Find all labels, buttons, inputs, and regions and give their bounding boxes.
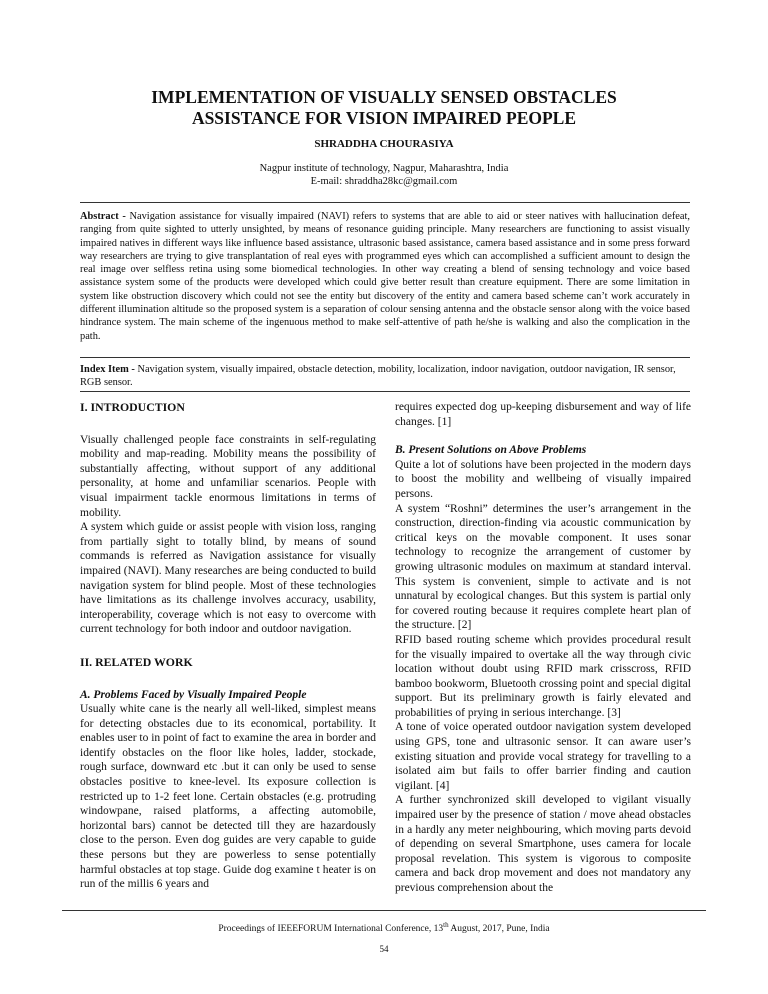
page-number: 54 [379,944,389,954]
abstract-text: Navigation assistance for visually impaired (NAVI) refers to systems that are able to aid or steer natives with hallucination defeat, ranging from quite sighted to utterly unsighted, by means of resonance guiding principle. Many researchers are functioning to assist visually impaired natives in different ways like influence based assistance, ultrasonic based assistance, camera based assistance and in some press forward way researchers are trying to give transplantation of real eyes with programmed eyes which can accomplished a sufficient amount to design the real image over selfless retina using some biomedical technologies. In other way creating a blend of sensing technology and voice based assistance system some of the products were developed which could give better result than creature equipment. There are some limitation in system like obstruction discovery which could not see the entity but discovery of the entity and camera based scheme can’t work accurately in different illumination altitude so the proposed system is a separation of colour sensing antenna and the obstacle sensor along with the voice based hindrance system. The main scheme of the ingenuous method to make self-attentive of path he/she is walking and also the complication in the path. [80,211,691,342]
paragraph-solutions-3: RFID based routing scheme which provides procedural result for the visually impaired to overtake all the way through civic location without doubt using RFID mark crisscross, RFID bamboo bookworm, Bluetooth crossing point and special digital support. But its preliminary growth is fairly elevated and probabilities of prying in serious interchange. [3] [395,633,691,719]
abstract-bottom-rule [80,357,690,358]
section-heading-introduction: I. INTRODUCTION [80,400,185,414]
paragraph-solutions-5: A further synchronized skill developed to vigilant visually impaired user by the presence of station / move ahead obstacles in a hardly any meter neighbouring, which moving parts devoid of depending on several Smartphone, uses camera for locale proposal revelation. This system is vigorous to composite camera and back drop movement and does not mandatory any previous comprehension about the [395,794,691,894]
left-column [80,400,376,892]
subsection-heading-problems: A. Problems Faced by Visually Impaired People [80,688,307,701]
index-bottom-rule [80,391,690,392]
affiliation-block [0,162,768,188]
title-line-1: IMPLEMENTATION OF VISUALLY SENSED OBSTACLES [151,87,617,107]
paragraph-solutions-1: Quite a lot of solutions have been projected in the modern days to boost the mobility and wellbeing of visually impaired persons. [395,458,691,500]
index-label: Index Item - [80,364,138,375]
footer-rule [62,910,706,911]
footer-proceedings [0,921,768,934]
paragraph-intro-1: Visually challenged people face constraints in self-regulating mobility and map-reading. Mobility means the possibility of substantially affecting, without support of any additional personality, at home and unfamiliar scenarios. People with visual impairment tackle enormous limitations in terms of mobility. [80,433,376,519]
affiliation: Nagpur institute of technology, Nagpur, Maharashtra, India [259,163,509,174]
index-terms [80,363,690,389]
subsection-heading-solutions: B. Present Solutions on Above Problems [395,444,587,457]
abstract [80,210,690,343]
footer-text-post: August, 2017, Pune, India [448,924,550,935]
paragraph-continued: requires expected dog up-keeping disbursement and way of life changes. [1] [395,401,691,428]
paragraph-solutions-4: A tone of voice operated outdoor navigation system developed using GPS, tone and ultrasonic sensor. It can aware user’s existing situation and provide vocal strategy for travelling to a isolated aim but fails to offer barrier finding and caution vigilant. [4] [395,721,691,792]
footer-text-pre: Proceedings of IEEEFORUM International Conference, 13 [218,924,444,935]
abstract-top-rule [80,202,690,203]
email: E-mail: shraddha28kc@gmail.com [310,176,458,187]
abstract-label: Abstract - [80,211,130,222]
paragraph-problems: Usually white cane is the nearly all well-liked, simplest means for detecting obstacles due to its economical, portability. It enables user to in point of fact to examine the area in border and identify obstacles on the floor like holes, ladder, stockade, rough surface, downward etc .but it can only be used to sense obstacles positive to knee-level. Its exposure collection is restricted up to 1-2 feet lone. Certain obstacles (e.g. protruding windowpane, raised platforms, a affecting automobile, horizontal bars) cannot be detected till they are hazardously close to the person. Even dog guides are very capable to guide these persons but they are powerless to sense potentially harmful obstacles at top stage. Guide dog examine t heater is on run of the millis 6 years and [80,703,377,891]
title-line-2: ASSISTANCE FOR VISION IMPAIRED PEOPLE [191,108,577,128]
paragraph-intro-2: A system which guide or assist people with vision loss, ranging from partially sight to totally blind, by means of sound commands is referred as Navigation assistance for visually impaired (NAVI). Many researches are being conducted to build navigation system for blind people. Most of these technologies have limitations as its challenge involves accuracy, usability, interoperability, coverage which is not easy to overcome with current technology for both indoor and outdoor navigation. [80,521,376,636]
paper-title [0,87,768,129]
right-column [395,400,691,896]
section-heading-related-work: II. RELATED WORK [80,654,193,669]
index-text: Navigation system, visually impaired, obstacle detection, mobility, localization, indoor navigation, outdoor navigation, IR sensor, RGB sensor. [80,364,676,388]
paragraph-solutions-2: A system “Roshni” determines the user’s arrangement in the construction, direction-finding via acoustic communication by critical keys on the movable component. It uses sonar technology to recognize the arrangement of customer by growing ultrasonic modules on maximum at standard interval. This system is convenient, simple to activate and is not unnatural by ecological changes. But this system is partial only for covered routing because it requires complete heart plan of the structure. [2] [395,502,691,632]
footer-superscript: th [443,921,449,929]
author-name: SHRADDHA CHOURASIYA [314,138,454,150]
